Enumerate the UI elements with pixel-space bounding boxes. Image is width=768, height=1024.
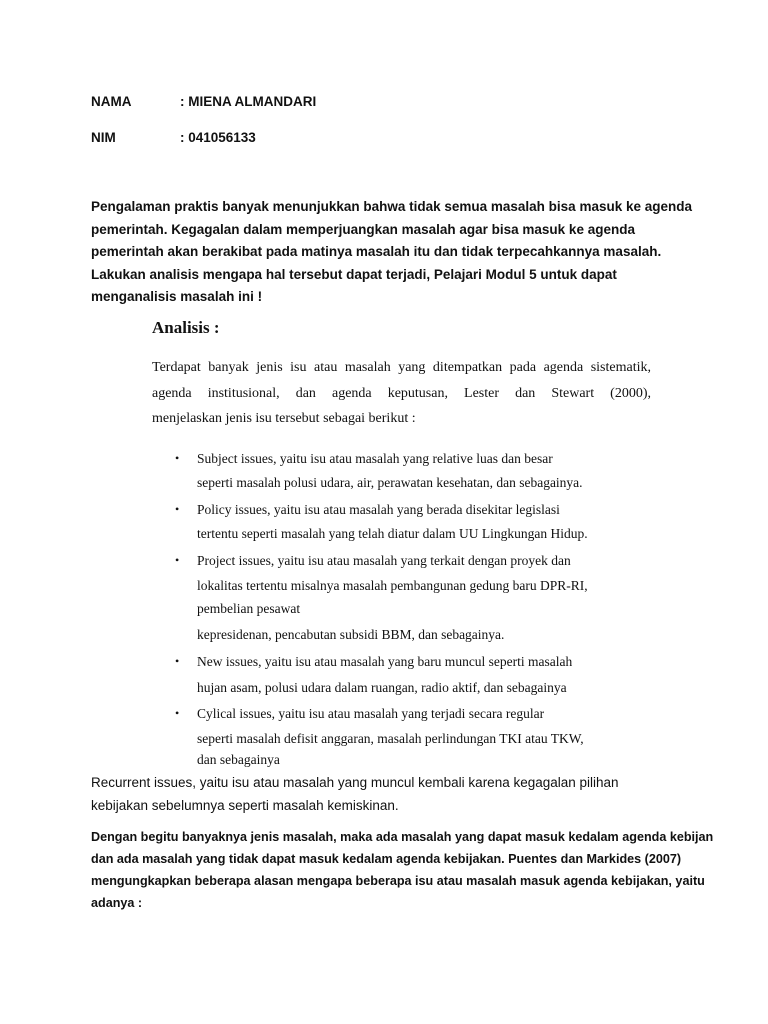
nama-label: NAMA [91,94,132,109]
list-item-line: Project issues, yaitu isu atau masalah yang terkait dengan proyek dan [197,553,571,568]
recurrent-line: Recurrent issues, yaitu isu atau masalah yang muncul kembali karena kegagalan pilihan [91,775,619,790]
list-item-line: pembelian pesawat [197,601,301,616]
nama-value: : MIENA ALMANDARI [180,94,317,109]
list-item-line: Cylical issues, yaitu isu atau masalah yang terjadi secara regular [197,706,545,721]
nim-label: NIM [91,130,116,145]
list-item-line: New issues, yaitu isu atau masalah yang baru muncul seperti masalah [197,654,573,669]
analysis-intro [152,355,651,432]
list-item-line: Subject issues, yaitu isu atau masalah yang relative luas dan besar [197,451,553,466]
analysis-title: Analisis : [152,318,220,337]
recurrent-line: kebijakan sebelumnya seperti masalah kemiskinan. [91,797,399,813]
bullet-icon: • [175,451,180,465]
list-item-line: seperti masalah defisit anggaran, masalah perlindungan TKI atau TKW, [197,731,584,746]
conclusion-line: dan ada masalah yang tidak dapat masuk kedalam agenda kebijakan. Puentes dan Markides (2007) [91,852,682,866]
question-line: Pengalaman praktis banyak menunjukkan bahwa tidak semua masalah bisa masuk ke agenda [91,199,692,214]
bullet-icon: • [175,654,180,668]
list-item-line: seperti masalah polusi udara, air, perawatan kesehatan, dan sebagainya. [197,475,583,490]
analysis-intro-line: menjelaskan jenis isu tersebut sebagai berikut : [152,411,416,426]
analysis-intro-line: agenda institusional, dan agenda keputusan, Lester dan Stewart (2000), [152,385,651,401]
conclusion-line: Dengan begitu banyaknya jenis masalah, maka ada masalah yang dapat masuk kedalam agenda kebijan [91,830,714,844]
question-line: pemerintah akan berakibat pada matinya masalah itu dan tidak terpecahkannya masalah. [91,244,662,259]
question-line: Lakukan analisis mengapa hal tersebut dapat terjadi, Pelajari Modul 5 untuk dapat [91,266,617,282]
bullet-icon: • [175,706,180,720]
list-item-line: hujan asam, polusi udara dalam ruangan, radio aktif, dan sebagainya [197,680,567,695]
list-item-line: dan sebagainya [197,752,280,767]
conclusion-line: mengungkapkan beberapa alasan mengapa beberapa isu atau masalah masuk agenda kebijakan, yaitu [91,874,705,888]
recurrent-paragraph [91,772,619,817]
conclusion-paragraph [91,826,713,914]
list-item-line: lokalitas tertentu misalnya masalah pembangunan gedung baru DPR-RI, [197,578,588,593]
question-paragraph [91,196,691,309]
bullet-icon: • [175,553,180,567]
question-line: menganalisis masalah ini ! [91,289,263,304]
question-line: pemerintah. Kegagalan dalam memperjuangkan masalah agar bisa masuk ke agenda [91,221,635,237]
list-item-line: tertentu seperti masalah yang telah diatur dalam UU Lingkungan Hidup. [197,526,588,541]
analysis-intro-line: Terdapat banyak jenis isu atau masalah yang ditempatkan pada agenda sistematik, [152,360,651,375]
list-item-line: Policy issues, yaitu isu atau masalah yang berada disekitar legislasi [197,502,560,517]
nim-value: : 041056133 [180,130,256,145]
conclusion-line: adanya : [91,896,143,910]
bullet-icon: • [175,502,180,516]
list-item-line: kepresidenan, pencabutan subsidi BBM, dan sebagainya. [197,627,505,642]
